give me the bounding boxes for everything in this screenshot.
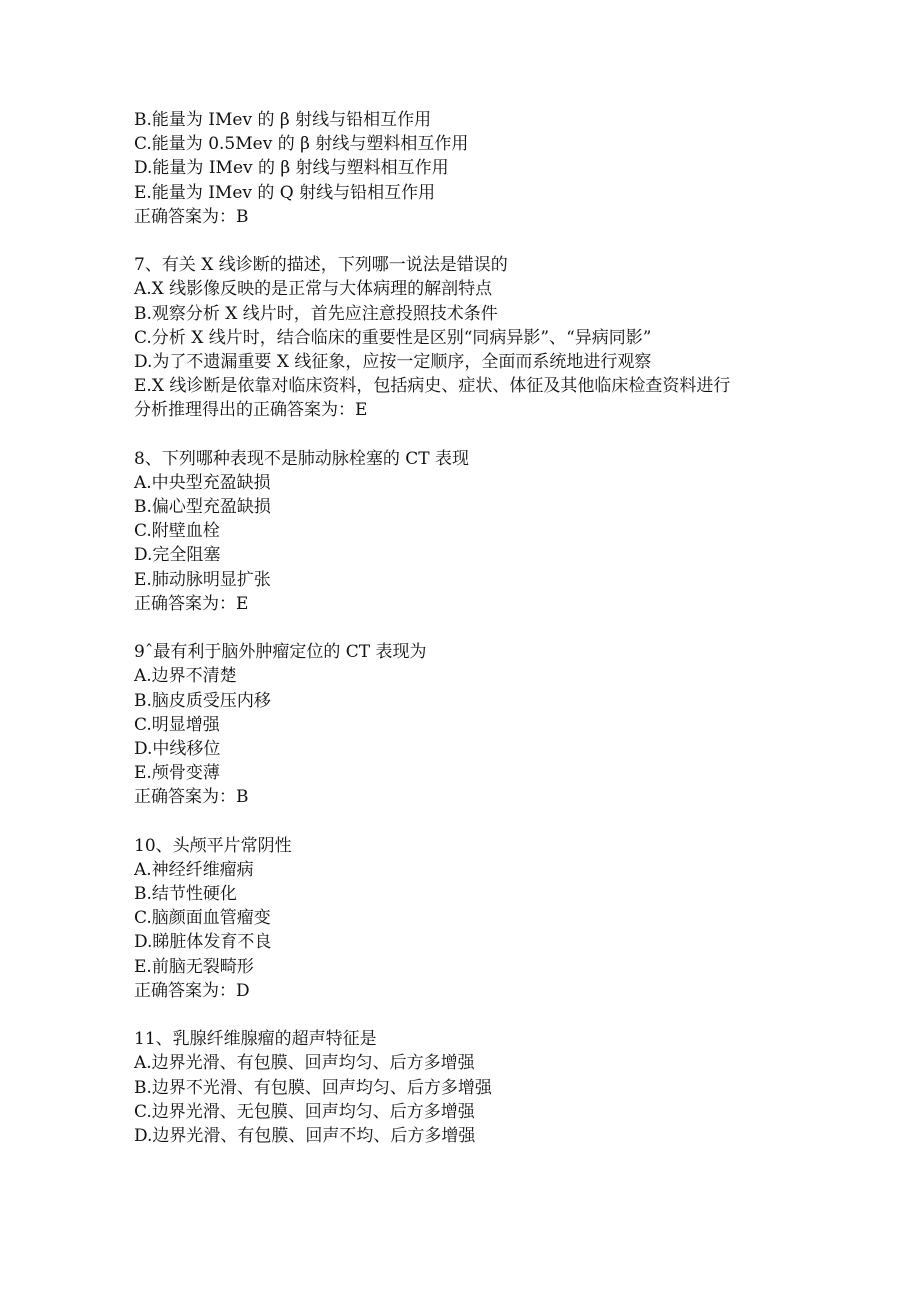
- text-line: D.睇脏体发育不良: [134, 932, 272, 953]
- text-line: B.边界不光滑、有包膜、回声均匀、后方多增强: [134, 1077, 492, 1098]
- paragraph-gap: [134, 809, 814, 833]
- paragraph-gap: [134, 422, 814, 446]
- text-line: B.偏心型充盈缺损: [134, 497, 271, 517]
- text-line: E.X 线诊断是依靠对临床资料，包括病史、症状、体征及其他临床检查资料进行: [134, 376, 731, 397]
- text-line: C.分析 X 线片时，结合临床的重要性是区别“同病异影”、“异病同影”: [134, 327, 652, 348]
- text-line: B.观察分析 X 线片时，首先应注意投照技术条件: [134, 303, 498, 324]
- text-line: C.脑颜面血管瘤变: [134, 908, 271, 929]
- text-line: 分析推理得出的正确答案为：E: [134, 400, 368, 421]
- document-page: [134, 108, 814, 1148]
- paragraph-gap: [134, 616, 814, 640]
- text-line: E.前脑无裂畸形: [134, 956, 254, 977]
- text-line: 8、下列哪种表现不是肺动脉栓塞的 CT 表现: [134, 448, 469, 469]
- text-line: C.能量为 0.5Mev 的 β 射线与塑料相互作用: [134, 134, 469, 155]
- text-line: 9ˆ最有利于脑外肿瘤定位的 CT 表现为: [134, 642, 427, 663]
- text-line: A.X 线影像反映的是正常与大体病理的解剖特点: [134, 279, 493, 300]
- text-line: C.明显增强: [134, 714, 220, 735]
- text-line: D.中线移位: [134, 738, 221, 759]
- text-line: B.脑皮质受压内移: [134, 690, 271, 711]
- text-line: 10、头颅平片常阴性: [134, 835, 292, 856]
- text-line: D.为了不遗漏重要 X 线征象，应按一定顺序，全面而系统地进行观察: [134, 351, 652, 372]
- text-line: C.边界光滑、无包膜、回声均匀、后方多增强: [134, 1101, 475, 1122]
- text-line: A.边界光滑、有包膜、回声均匀、后方多增强: [134, 1053, 475, 1074]
- text-line: E.能量为 IMev 的 Q 射线与铅相互作用: [134, 182, 436, 203]
- text-line: A.神经纤维瘤病: [134, 859, 254, 880]
- text-line: 正确答案为：B: [134, 787, 249, 808]
- text-line: D.边界光滑、有包膜、回声不均、后方多增强: [134, 1125, 476, 1146]
- text-line: C.附壁血栓: [134, 521, 220, 542]
- paragraph-gap: [134, 229, 814, 253]
- text-line: D.能量为 IMev 的 β 射线与塑料相互作用: [134, 158, 449, 179]
- text-line: 正确答案为：D: [134, 980, 250, 1001]
- text-line: D.完全阻塞: [134, 545, 221, 566]
- text-line: 正确答案为：E: [134, 593, 249, 614]
- paragraph-gap: [134, 1003, 814, 1027]
- text-line: 正确答案为：B: [134, 206, 249, 227]
- text-line: B.结节性硬化: [134, 884, 237, 904]
- text-line: E.颅骨变薄: [134, 763, 220, 784]
- text-line: 11、乳腺纤维腺瘤的超声特征是: [134, 1029, 377, 1050]
- text-line: E.肺动脉明显扩张: [134, 569, 271, 590]
- text-line: B.能量为 IMev 的 β 射线与铅相互作用: [134, 110, 432, 130]
- text-line: A.边界不清楚: [134, 666, 237, 687]
- text-line: A.中央型充盈缺损: [134, 472, 271, 493]
- text-line: 7、有关 X 线诊断的描述，下列哪一说法是错误的: [134, 255, 508, 276]
